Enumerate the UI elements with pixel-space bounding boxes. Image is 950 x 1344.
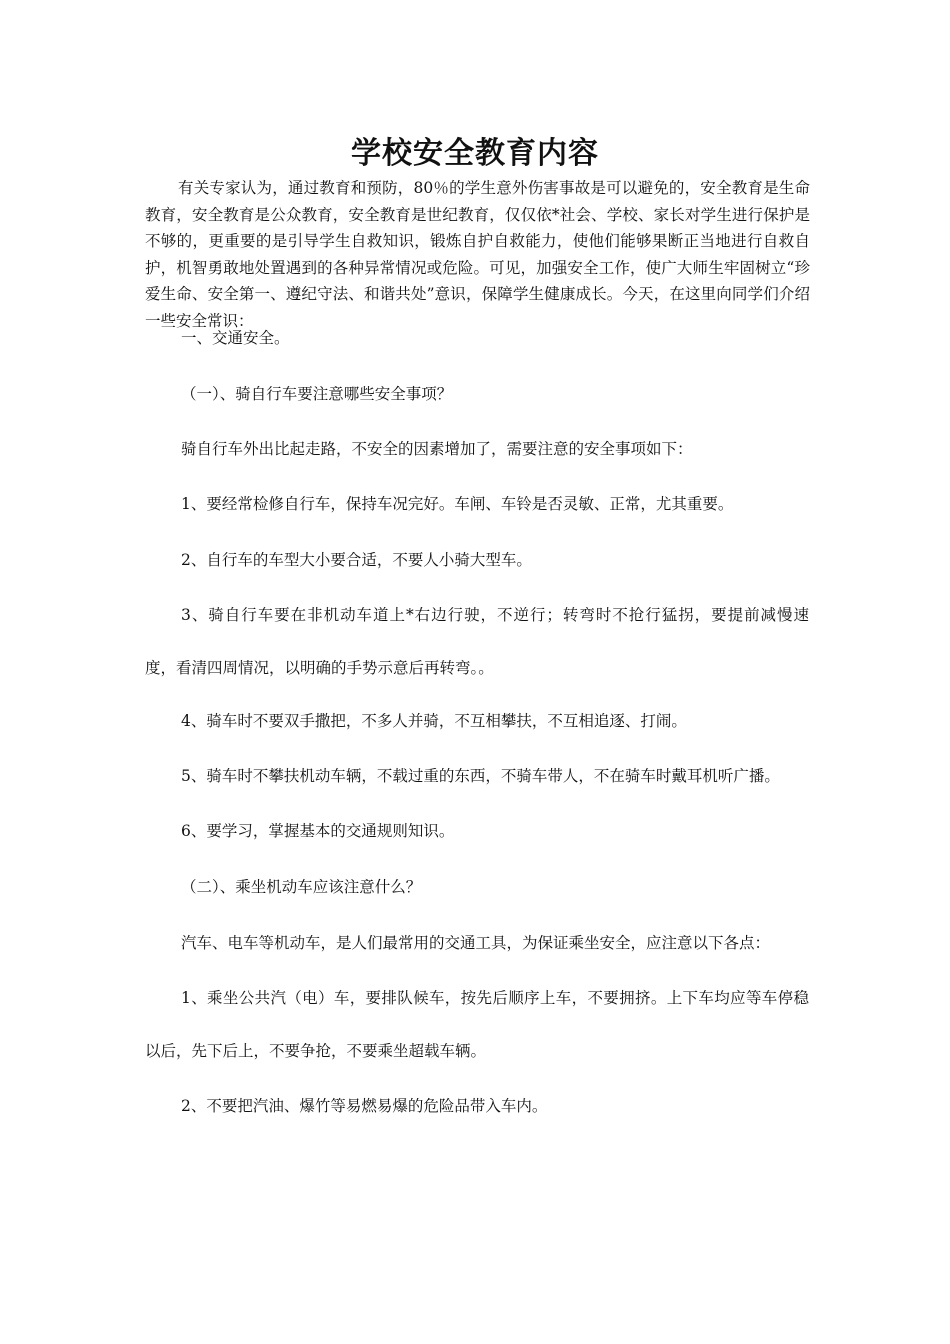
document-title: 学校安全教育内容 — [351, 136, 599, 171]
section-heading-traffic: 一、交通安全。 — [181, 329, 290, 347]
vehicle-item-2: 2、不要把汽油、爆竹等易燃易爆的危险品带入车内。 — [181, 1097, 548, 1115]
bicycle-item-5: 5、骑车时不攀扶机动车辆，不载过重的东西，不骑车带人，不在骑车时戴耳机听广播。 — [181, 767, 780, 785]
bicycle-item-3-line-1: 3、骑自行车要在非机动车道上*右边行驶，不逆行；转弯时不抢行猛拐，要提前减慢速 — [181, 606, 809, 624]
subsection-heading-vehicle: （二）、乘坐机动车应该注意什么？ — [181, 878, 422, 896]
vehicle-lead: 汽车、电车等机动车，是人们最常用的交通工具，为保证乘坐安全，应注意以下各点： — [181, 934, 771, 952]
subsection-heading-bicycle: （一）、骑自行车要注意哪些安全事项？ — [181, 385, 453, 403]
bicycle-item-2: 2、自行车的车型大小要合适，不要人小骑大型车。 — [181, 551, 532, 569]
bicycle-lead: 骑自行车外出比起走路，不安全的因素增加了，需要注意的安全事项如下： — [181, 440, 693, 458]
bicycle-item-1: 1、要经常检修自行车，保持车况完好。车闸、车铃是否灵敏、正常，尤其重要。 — [181, 495, 734, 513]
bicycle-item-3-line-2: 度，看清四周情况，以明确的手势示意后再转弯。。 — [145, 659, 494, 677]
bicycle-item-6: 6、要学习，掌握基本的交通规则知识。 — [181, 822, 455, 840]
vehicle-item-1-line-1: 1、乘坐公共汽（电）车，要排队候车，按先后顺序上车，不要拥挤。上下车均应等车停稳 — [181, 989, 809, 1007]
intro-paragraph: 有关专家认为，通过教育和预防，80％的学生意外伤害事故是可以避免的，安全教育是生命教育，安全教育是公众教育，安全教育是世纪教育，仅仅依*社会、学校、家长对学生进行保护是不够的，更重要的是引导学生自救知识，锻炼自护自救能力，使他们能够果断正当地进行自救自护，机智勇敢地处置遇到的各种异常情况或危险。可见，加强安全工作，使广大师生牢固树立“珍爱生命、安全第一、遵纪守法、和谐共处”意识，保障学生健康成长。今天，在这里向同学们介绍一些安全常识： — [145, 179, 810, 330]
vehicle-item-1-line-2: 以后，先下后上，不要争抢，不要乘坐超载车辆。 — [145, 1042, 487, 1060]
bicycle-item-4: 4、骑车时不要双手撒把，不多人并骑，不互相攀扶，不互相追逐、打闹。 — [181, 712, 687, 730]
